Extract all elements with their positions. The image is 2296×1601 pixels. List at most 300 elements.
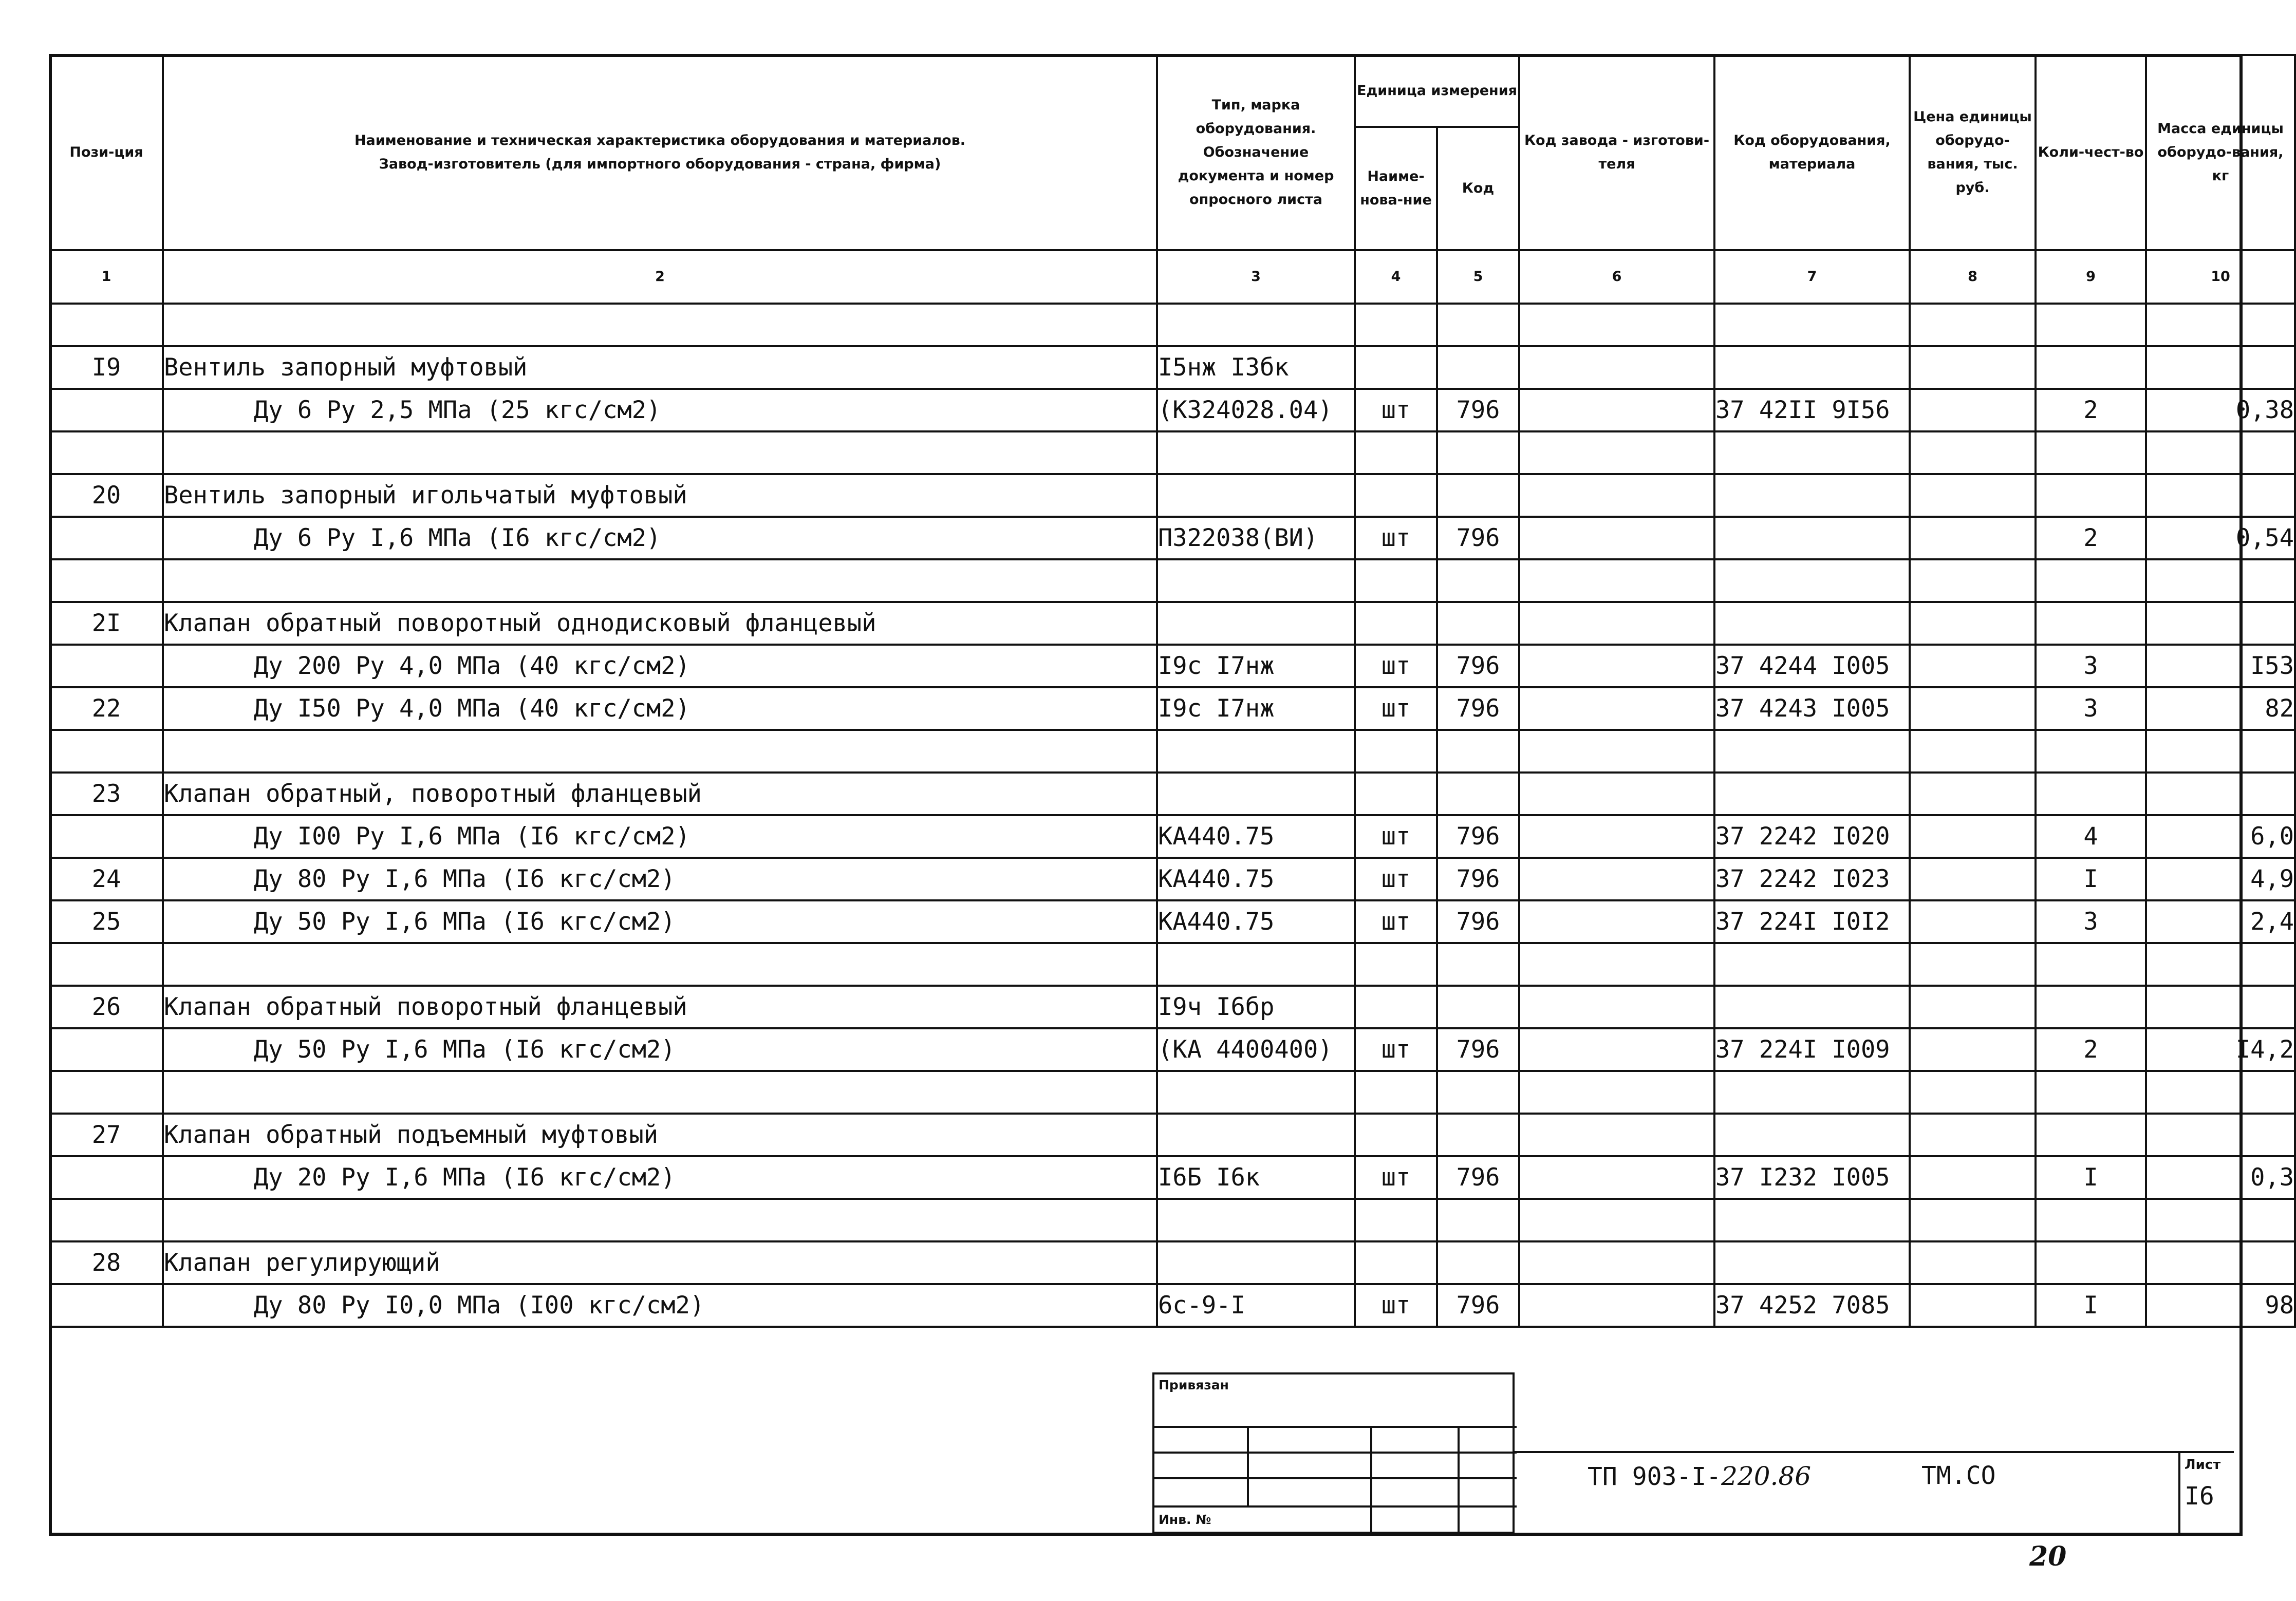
cell-equipment-code [1714, 474, 1910, 517]
cell-unit-code: 796 [1437, 858, 1519, 900]
cell-quantity: I [2036, 1156, 2146, 1199]
cell-quantity: 2 [2036, 389, 2146, 431]
cell-name [163, 1199, 1157, 1241]
column-number: 9 [2036, 250, 2146, 304]
cell-manufacturer-code [1519, 858, 1714, 900]
cell-position [50, 1199, 163, 1241]
cell-name [163, 559, 1157, 602]
stamp-rule [1370, 1426, 1372, 1536]
table-row [50, 517, 2295, 559]
cell-position [50, 1156, 163, 1199]
cell-unit-mass [2146, 602, 2295, 645]
cell-name: Ду 50 Ру I,6 МПа (I6 кгс/см2) [163, 900, 1157, 943]
cell-equipment-code [1714, 431, 1910, 474]
cell-quantity: 3 [2036, 900, 2146, 943]
column-number: 10 [2146, 250, 2295, 304]
column-number-row [50, 250, 2295, 304]
cell-quantity [2036, 1114, 2146, 1156]
cell-unit-code [1437, 474, 1519, 517]
cell-name: Ду I00 Ру I,6 МПа (I6 кгс/см2) [163, 815, 1157, 858]
cell-quantity [2036, 602, 2146, 645]
cell-manufacturer-code [1519, 900, 1714, 943]
cell-position: 22 [50, 687, 163, 730]
cell-position [50, 1028, 163, 1071]
cell-quantity [2036, 730, 2146, 773]
cell-unit-code: 796 [1437, 1028, 1519, 1071]
cell-quantity: 4 [2036, 815, 2146, 858]
cell-name [163, 431, 1157, 474]
header-name-line2: Завод-изготовитель (для импортного оборудования - страна, фирма) [379, 156, 941, 172]
cell-type-mark [1157, 1071, 1355, 1114]
cell-name: Ду 6 Ру I,6 МПа (I6 кгс/см2) [163, 517, 1157, 559]
cell-manufacturer-code [1519, 1156, 1714, 1199]
cell-equipment-code: 37 4244 I005 [1714, 645, 1910, 687]
header-quantity: Коли-чест-во [2036, 55, 2146, 250]
cell-unit-mass: 6,0 [2146, 815, 2295, 858]
cell-type-mark: I9ч I6бр [1157, 986, 1355, 1028]
cell-unit-code: 796 [1437, 1284, 1519, 1327]
header-name-line1: Наименование и техническая характеристика оборудования и материалов. [354, 133, 966, 149]
cell-equipment-code [1714, 304, 1910, 346]
table-row [50, 1241, 2295, 1284]
cell-type-mark [1157, 474, 1355, 517]
cell-equipment-code: 37 I232 I005 [1714, 1156, 1910, 1199]
cell-unit-code [1437, 346, 1519, 389]
cell-unit-code [1437, 943, 1519, 986]
cell-unit-price [1910, 1241, 2036, 1284]
table-row [50, 730, 2295, 773]
cell-unit-price [1910, 815, 2036, 858]
cell-equipment-code: 37 42II 9I56 [1714, 389, 1910, 431]
cell-name: Ду 80 Ру I0,0 МПа (I00 кгс/см2) [163, 1284, 1157, 1327]
cell-unit-code: 796 [1437, 645, 1519, 687]
cell-unit-code [1437, 602, 1519, 645]
cell-unit-mass: 0,3 [2146, 1156, 2295, 1199]
cell-position [50, 1284, 163, 1327]
cell-unit-code [1437, 730, 1519, 773]
column-number: 6 [1519, 250, 1714, 304]
cell-name: Ду I50 Ру 4,0 МПа (40 кгс/см2) [163, 687, 1157, 730]
cell-equipment-code [1714, 602, 1910, 645]
cell-position [50, 431, 163, 474]
cell-quantity: I [2036, 858, 2146, 900]
cell-unit-name: шт [1355, 687, 1437, 730]
cell-unit-code: 796 [1437, 900, 1519, 943]
cell-equipment-code [1714, 943, 1910, 986]
cell-unit-name [1355, 943, 1437, 986]
cell-unit-price [1910, 389, 2036, 431]
cell-equipment-code: 37 224I I009 [1714, 1028, 1910, 1071]
table-row [50, 986, 2295, 1028]
cell-unit-name: шт [1355, 1156, 1437, 1199]
cell-unit-mass [2146, 1199, 2295, 1241]
cell-type-mark [1157, 602, 1355, 645]
stamp-rule [1247, 1426, 1249, 1505]
cell-name [163, 730, 1157, 773]
cell-unit-code [1437, 1114, 1519, 1156]
cell-unit-mass [2146, 986, 2295, 1028]
cell-unit-name [1355, 1199, 1437, 1241]
cell-equipment-code [1714, 1071, 1910, 1114]
cell-equipment-code: 37 4243 I005 [1714, 687, 1910, 730]
cell-unit-price [1910, 687, 2036, 730]
cell-position [50, 815, 163, 858]
bound-label: Привязан [1159, 1378, 1229, 1392]
cell-type-mark [1157, 1241, 1355, 1284]
sheet-label: Лист [2185, 1457, 2221, 1473]
header-name [163, 55, 1157, 250]
cell-type-mark: 6с-9-I [1157, 1284, 1355, 1327]
table-row [50, 943, 2295, 986]
cell-unit-name [1355, 773, 1437, 815]
cell-unit-mass: 0,54 [2146, 517, 2295, 559]
cell-manufacturer-code [1519, 730, 1714, 773]
cell-position: 2I [50, 602, 163, 645]
cell-equipment-code [1714, 773, 1910, 815]
stamp-rule [1154, 1452, 1517, 1454]
cell-type-mark [1157, 1114, 1355, 1156]
cell-unit-name: шт [1355, 1284, 1437, 1327]
cell-unit-code [1437, 1199, 1519, 1241]
table-row [50, 1199, 2295, 1241]
cell-unit-price [1910, 645, 2036, 687]
cell-unit-mass: I4,2 [2146, 1028, 2295, 1071]
cell-equipment-code [1714, 1241, 1910, 1284]
cell-type-mark [1157, 730, 1355, 773]
table-row [50, 346, 2295, 389]
cell-equipment-code: 37 224I I0I2 [1714, 900, 1910, 943]
cell-unit-name [1355, 346, 1437, 389]
cell-unit-code: 796 [1437, 687, 1519, 730]
cell-manufacturer-code [1519, 1199, 1714, 1241]
cell-name: Ду 200 Ру 4,0 МПа (40 кгс/см2) [163, 645, 1157, 687]
cell-name [163, 943, 1157, 986]
column-number: 5 [1437, 250, 1519, 304]
cell-equipment-code [1714, 517, 1910, 559]
cell-name [163, 304, 1157, 346]
cell-type-mark [1157, 304, 1355, 346]
table-row [50, 773, 2295, 815]
table-row [50, 389, 2295, 431]
header-manufacturer-code: Код завода - изготови-теля [1519, 55, 1714, 250]
cell-manufacturer-code [1519, 645, 1714, 687]
cell-manufacturer-code [1519, 304, 1714, 346]
cell-unit-mass [2146, 943, 2295, 986]
cell-unit-code: 796 [1437, 815, 1519, 858]
header-type: Тип, марка оборудования. Обозначение документа и номер опросного листа [1157, 55, 1355, 250]
table-row [50, 1028, 2295, 1071]
cell-unit-price [1910, 730, 2036, 773]
cell-equipment-code [1714, 559, 1910, 602]
cell-unit-code [1437, 304, 1519, 346]
cell-name: Ду 6 Ру 2,5 МПа (25 кгс/см2) [163, 389, 1157, 431]
cell-unit-mass [2146, 346, 2295, 389]
cell-unit-price [1910, 559, 2036, 602]
cell-type-mark [1157, 943, 1355, 986]
cell-manufacturer-code [1519, 431, 1714, 474]
cell-manufacturer-code [1519, 773, 1714, 815]
cell-manufacturer-code [1519, 1284, 1714, 1327]
cell-name: Ду 80 Ру I,6 МПа (I6 кгс/см2) [163, 858, 1157, 900]
cell-unit-code [1437, 986, 1519, 1028]
cell-unit-price [1910, 1199, 2036, 1241]
cell-type-mark [1157, 559, 1355, 602]
cell-unit-price [1910, 1284, 2036, 1327]
cell-position [50, 517, 163, 559]
cell-unit-name: шт [1355, 1028, 1437, 1071]
stamp-rule [1154, 1477, 1517, 1479]
cell-quantity [2036, 773, 2146, 815]
cell-unit-mass: 4,9 [2146, 858, 2295, 900]
cell-unit-mass [2146, 1114, 2295, 1156]
cell-unit-mass [2146, 474, 2295, 517]
cell-type-mark: I9с I7нж [1157, 687, 1355, 730]
cell-unit-code: 796 [1437, 1156, 1519, 1199]
stamp-rule [1154, 1426, 1517, 1428]
cell-unit-name [1355, 474, 1437, 517]
cell-unit-name: шт [1355, 900, 1437, 943]
table-header [50, 55, 2295, 304]
table-row [50, 304, 2295, 346]
cell-unit-price [1910, 900, 2036, 943]
cell-name: Вентиль запорный игольчатый муфтовый [163, 474, 1157, 517]
cell-manufacturer-code [1519, 517, 1714, 559]
cell-quantity [2036, 304, 2146, 346]
cell-type-mark: П322038(ВИ) [1157, 517, 1355, 559]
cell-manufacturer-code [1519, 687, 1714, 730]
cell-manufacturer-code [1519, 815, 1714, 858]
cell-unit-code [1437, 1071, 1519, 1114]
cell-type-mark [1157, 773, 1355, 815]
binding-stamp [1152, 1372, 1515, 1534]
cell-unit-name [1355, 1114, 1437, 1156]
cell-equipment-code: 37 2242 I020 [1714, 815, 1910, 858]
cell-manufacturer-code [1519, 346, 1714, 389]
cell-unit-price [1910, 986, 2036, 1028]
cell-manufacturer-code [1519, 559, 1714, 602]
column-number: 2 [163, 250, 1157, 304]
cell-type-mark: I5нж I3бк [1157, 346, 1355, 389]
table-row [50, 474, 2295, 517]
inventory-label: Инв. № [1159, 1512, 1211, 1527]
column-number: 1 [50, 250, 163, 304]
table-row [50, 815, 2295, 858]
specification-table [49, 54, 2296, 1328]
cell-unit-mass: I53 [2146, 645, 2295, 687]
cell-name [163, 1071, 1157, 1114]
cell-type-mark: I9с I7нж [1157, 645, 1355, 687]
cell-position: 20 [50, 474, 163, 517]
cell-unit-mass [2146, 730, 2295, 773]
cell-position [50, 304, 163, 346]
cell-manufacturer-code [1519, 943, 1714, 986]
cell-unit-price [1910, 346, 2036, 389]
cell-equipment-code: 37 4252 7085 [1714, 1284, 1910, 1327]
cell-unit-price [1910, 773, 2036, 815]
cell-unit-name: шт [1355, 389, 1437, 431]
document-code-number: 220.86 [1721, 1461, 1812, 1491]
cell-unit-price [1910, 1071, 2036, 1114]
cell-position: 26 [50, 986, 163, 1028]
cell-quantity [2036, 346, 2146, 389]
cell-name: Клапан обратный подъемный муфтовый [163, 1114, 1157, 1156]
cell-unit-name: шт [1355, 815, 1437, 858]
cell-quantity [2036, 986, 2146, 1028]
cell-unit-name [1355, 431, 1437, 474]
cell-quantity: 2 [2036, 1028, 2146, 1071]
cell-equipment-code: 37 2242 I023 [1714, 858, 1910, 900]
cell-unit-mass [2146, 304, 2295, 346]
cell-unit-price [1910, 1114, 2036, 1156]
cell-equipment-code [1714, 346, 1910, 389]
cell-quantity [2036, 1241, 2146, 1284]
cell-unit-price [1910, 1156, 2036, 1199]
table-row [50, 858, 2295, 900]
cell-type-mark: (КА 4400400) [1157, 1028, 1355, 1071]
cell-unit-code [1437, 773, 1519, 815]
cell-unit-price [1910, 943, 2036, 986]
cell-manufacturer-code [1519, 1114, 1714, 1156]
cell-position: 28 [50, 1241, 163, 1284]
cell-unit-mass: 82 [2146, 687, 2295, 730]
cell-equipment-code [1714, 986, 1910, 1028]
cell-name: Клапан обратный поворотный однодисковый фланцевый [163, 602, 1157, 645]
cell-unit-mass: 2,4 [2146, 900, 2295, 943]
cell-unit-mass [2146, 1071, 2295, 1114]
cell-unit-mass [2146, 431, 2295, 474]
cell-type-mark: I6Б I6к [1157, 1156, 1355, 1199]
cell-unit-name: шт [1355, 645, 1437, 687]
cell-quantity [2036, 474, 2146, 517]
header-unit-group: Единица измерения [1355, 55, 1519, 127]
header-position: Пози-ция [50, 55, 163, 250]
cell-unit-name [1355, 1241, 1437, 1284]
header-unit-price: Цена единицы оборудо-вания, тыс. руб. [1910, 55, 2036, 250]
cell-position: I9 [50, 346, 163, 389]
header-unit-mass: Масса единицы оборудо-вания, кг [2146, 55, 2295, 250]
table-row [50, 900, 2295, 943]
cell-unit-code [1437, 431, 1519, 474]
cell-manufacturer-code [1519, 602, 1714, 645]
sheet-box [2178, 1451, 2239, 1534]
document-code [1588, 1461, 1811, 1491]
cell-equipment-code [1714, 1114, 1910, 1156]
cell-manufacturer-code [1519, 1028, 1714, 1071]
cell-type-mark: КА440.75 [1157, 815, 1355, 858]
cell-position [50, 943, 163, 986]
document-code-prefix: ТП 903-I- [1588, 1462, 1722, 1491]
cell-name: Ду 20 Ру I,6 МПа (I6 кгс/см2) [163, 1156, 1157, 1199]
cell-position: 23 [50, 773, 163, 815]
table-body [50, 304, 2295, 1327]
cell-quantity: 2 [2036, 517, 2146, 559]
column-number: 4 [1355, 250, 1437, 304]
cell-name: Клапан регулирующий [163, 1241, 1157, 1284]
cell-unit-name [1355, 602, 1437, 645]
document-suffix: ТМ.СО [1921, 1461, 1996, 1490]
cell-type-mark [1157, 1199, 1355, 1241]
cell-manufacturer-code [1519, 389, 1714, 431]
table-row [50, 687, 2295, 730]
cell-unit-price [1910, 517, 2036, 559]
cell-quantity: I [2036, 1284, 2146, 1327]
column-number: 3 [1157, 250, 1355, 304]
cell-unit-name: шт [1355, 858, 1437, 900]
table-row [50, 559, 2295, 602]
cell-equipment-code [1714, 730, 1910, 773]
cell-unit-code [1437, 1241, 1519, 1284]
cell-type-mark: КА440.75 [1157, 858, 1355, 900]
table-row [50, 602, 2295, 645]
cell-type-mark: КА440.75 [1157, 900, 1355, 943]
cell-equipment-code [1714, 1199, 1910, 1241]
header-unit-name: Наиме-нова-ние [1355, 127, 1437, 250]
cell-position: 27 [50, 1114, 163, 1156]
cell-manufacturer-code [1519, 986, 1714, 1028]
cell-unit-mass: 98 [2146, 1284, 2295, 1327]
cell-position [50, 389, 163, 431]
cell-unit-price [1910, 858, 2036, 900]
cell-unit-mass [2146, 773, 2295, 815]
column-number: 8 [1910, 250, 2036, 304]
cell-quantity [2036, 943, 2146, 986]
table-row [50, 1114, 2295, 1156]
cell-unit-name [1355, 304, 1437, 346]
cell-position [50, 730, 163, 773]
stamp-rule [1154, 1505, 1517, 1508]
cell-unit-name [1355, 559, 1437, 602]
cell-quantity: 3 [2036, 645, 2146, 687]
cell-manufacturer-code [1519, 1071, 1714, 1114]
cell-name: Клапан обратный, поворотный фланцевый [163, 773, 1157, 815]
cell-unit-mass [2146, 559, 2295, 602]
column-number: 7 [1714, 250, 1910, 304]
cell-unit-name [1355, 730, 1437, 773]
cell-position: 24 [50, 858, 163, 900]
table-row [50, 431, 2295, 474]
cell-unit-code: 796 [1437, 389, 1519, 431]
header-equipment-code: Код оборудования, материала [1714, 55, 1910, 250]
cell-manufacturer-code [1519, 1241, 1714, 1284]
cell-quantity [2036, 1199, 2146, 1241]
cell-type-mark [1157, 431, 1355, 474]
cell-unit-name: шт [1355, 517, 1437, 559]
cell-unit-price [1910, 474, 2036, 517]
cell-quantity: 3 [2036, 687, 2146, 730]
cell-type-mark: (К324028.04) [1157, 389, 1355, 431]
cell-unit-price [1910, 431, 2036, 474]
table-row [50, 645, 2295, 687]
table-row [50, 1071, 2295, 1114]
stamp-rule [1458, 1426, 1460, 1536]
cell-unit-price [1910, 1028, 2036, 1071]
cell-unit-mass: 0,38 [2146, 389, 2295, 431]
cell-name: Вентиль запорный муфтовый [163, 346, 1157, 389]
cell-unit-code [1437, 559, 1519, 602]
sheet-number: I6 [2185, 1482, 2214, 1511]
cell-unit-name [1355, 1071, 1437, 1114]
cell-name: Клапан обратный поворотный фланцевый [163, 986, 1157, 1028]
cell-unit-code: 796 [1437, 517, 1519, 559]
cell-unit-name [1355, 986, 1437, 1028]
cell-quantity [2036, 431, 2146, 474]
cell-position [50, 1071, 163, 1114]
page-number: 20 [2029, 1541, 2067, 1572]
cell-position [50, 645, 163, 687]
cell-quantity [2036, 1071, 2146, 1114]
cell-unit-price [1910, 602, 2036, 645]
cell-unit-price [1910, 304, 2036, 346]
